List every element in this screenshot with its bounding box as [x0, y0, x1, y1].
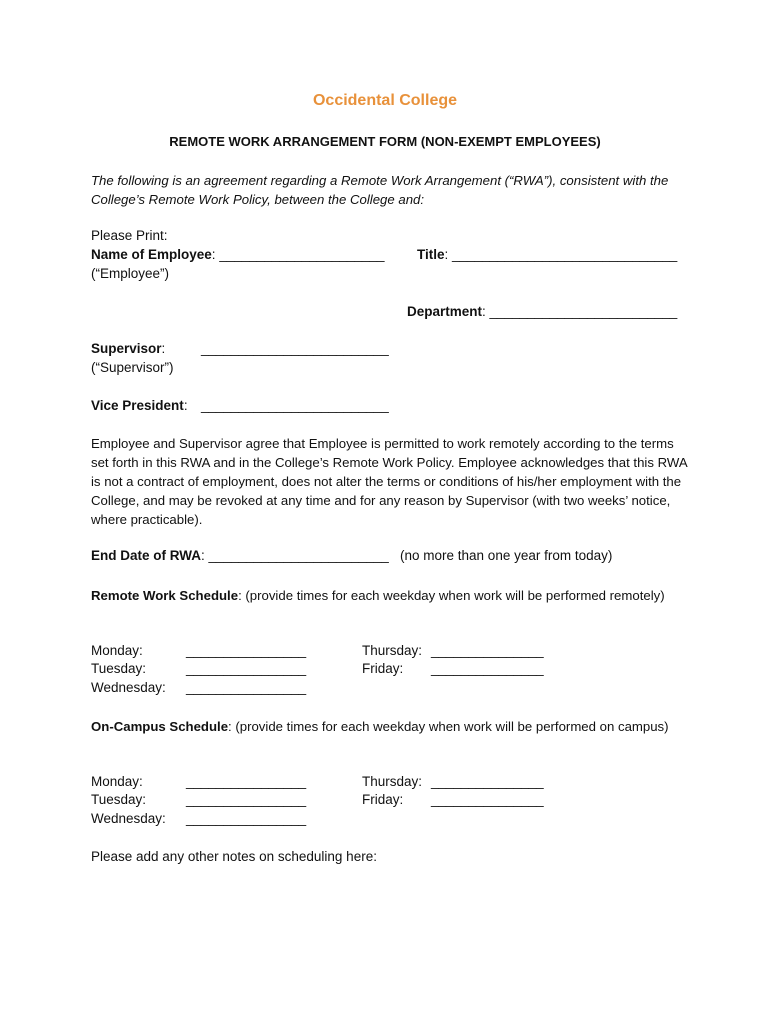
employee-line[interactable]: ______________________	[219, 247, 385, 262]
campus-friday-line[interactable]: _______________	[431, 792, 544, 807]
remote-schedule-heading	[91, 586, 691, 605]
campus-tuesday-label: Tuesday:	[91, 792, 147, 807]
agreement-paragraph: Employee and Supervisor agree that Employee is permitted to work remotely according to the terms set forth in this RWA and in the College’s Remote Work Policy. Employee acknowledges that this RWA is not a contract of employment, does not alter the terms or conditions of his/her employment with the College, and may be revoked at any time and for any reason by Supervisor (with two weeks’ notice, where practicable).	[91, 436, 687, 527]
employee-note: (“Employee”)	[91, 266, 170, 281]
remote-friday-label: Friday:	[362, 661, 404, 676]
campus-wednesday-line[interactable]: ________________	[186, 811, 307, 826]
department-field[interactable]	[407, 304, 677, 319]
supervisor-line[interactable]: _________________________	[201, 341, 389, 356]
end-date-label: End Date of RWA	[91, 548, 202, 563]
supervisor-field[interactable]	[91, 341, 165, 356]
department-line[interactable]: _________________________	[489, 304, 678, 319]
campus-wednesday-label: Wednesday:	[91, 811, 166, 826]
vp-colon: :	[183, 398, 188, 413]
remote-wednesday-line[interactable]: ________________	[186, 680, 307, 695]
campus-monday-label: Monday:	[91, 774, 143, 789]
please-print-label: Please Print:	[91, 228, 168, 243]
end-date-note: (no more than one year from today)	[400, 548, 613, 563]
supervisor-label: Supervisor	[91, 341, 162, 356]
employee-label: Name of Employee	[91, 247, 212, 262]
employee-colon: :	[211, 247, 216, 262]
campus-thursday-line[interactable]: _______________	[431, 774, 544, 789]
campus-schedule-label: On-Campus Schedule	[91, 719, 229, 734]
remote-thursday-line[interactable]: _______________	[431, 643, 544, 658]
form-title: REMOTE WORK ARRANGEMENT FORM (NON-EXEMPT EMPLOYEES)	[169, 134, 601, 149]
campus-schedule-note: : (provide times for each weekday when work will be performed on campus)	[228, 719, 669, 734]
remote-schedule-label: Remote Work Schedule	[91, 588, 239, 603]
supervisor-note: (“Supervisor”)	[91, 360, 174, 375]
remote-wednesday-label: Wednesday:	[91, 680, 166, 695]
employee-field[interactable]	[91, 247, 385, 262]
remote-schedule-note: : (provide times for each weekday when work will be performed remotely)	[238, 588, 665, 603]
title-line[interactable]: ______________________________	[452, 247, 678, 262]
remote-monday-label: Monday:	[91, 643, 143, 658]
campus-monday-line[interactable]: ________________	[186, 774, 307, 789]
supervisor-colon: :	[161, 341, 166, 356]
notes-prompt: Please add any other notes on scheduling here:	[91, 849, 377, 864]
remote-tuesday-label: Tuesday:	[91, 661, 147, 676]
campus-tuesday-line[interactable]: ________________	[186, 792, 307, 807]
department-colon: :	[482, 304, 486, 319]
campus-thursday-label: Thursday:	[362, 774, 423, 789]
vp-line[interactable]: _________________________	[201, 398, 389, 413]
title-label: Title	[417, 247, 445, 262]
remote-tuesday-line[interactable]: ________________	[186, 661, 307, 676]
campus-friday-label: Friday:	[362, 792, 404, 807]
end-date-field[interactable]	[91, 548, 612, 563]
title-field[interactable]	[417, 247, 677, 262]
end-date-colon: :	[201, 548, 205, 563]
intro-paragraph: The following is an agreement regarding a Remote Work Arrangement (“RWA”), consistent with the College’s Remote Work Policy, between the College and:	[91, 173, 669, 207]
department-label: Department	[407, 304, 483, 319]
remote-friday-line[interactable]: _______________	[431, 661, 544, 676]
end-date-line[interactable]: ________________________	[208, 548, 389, 563]
college-title: Occidental College	[312, 92, 458, 109]
vp-field[interactable]	[91, 398, 188, 413]
campus-schedule-heading	[91, 717, 691, 736]
remote-monday-line[interactable]: ________________	[186, 643, 307, 658]
title-colon: :	[444, 247, 449, 262]
vp-label: Vice President	[91, 398, 184, 413]
remote-thursday-label: Thursday:	[362, 643, 423, 658]
